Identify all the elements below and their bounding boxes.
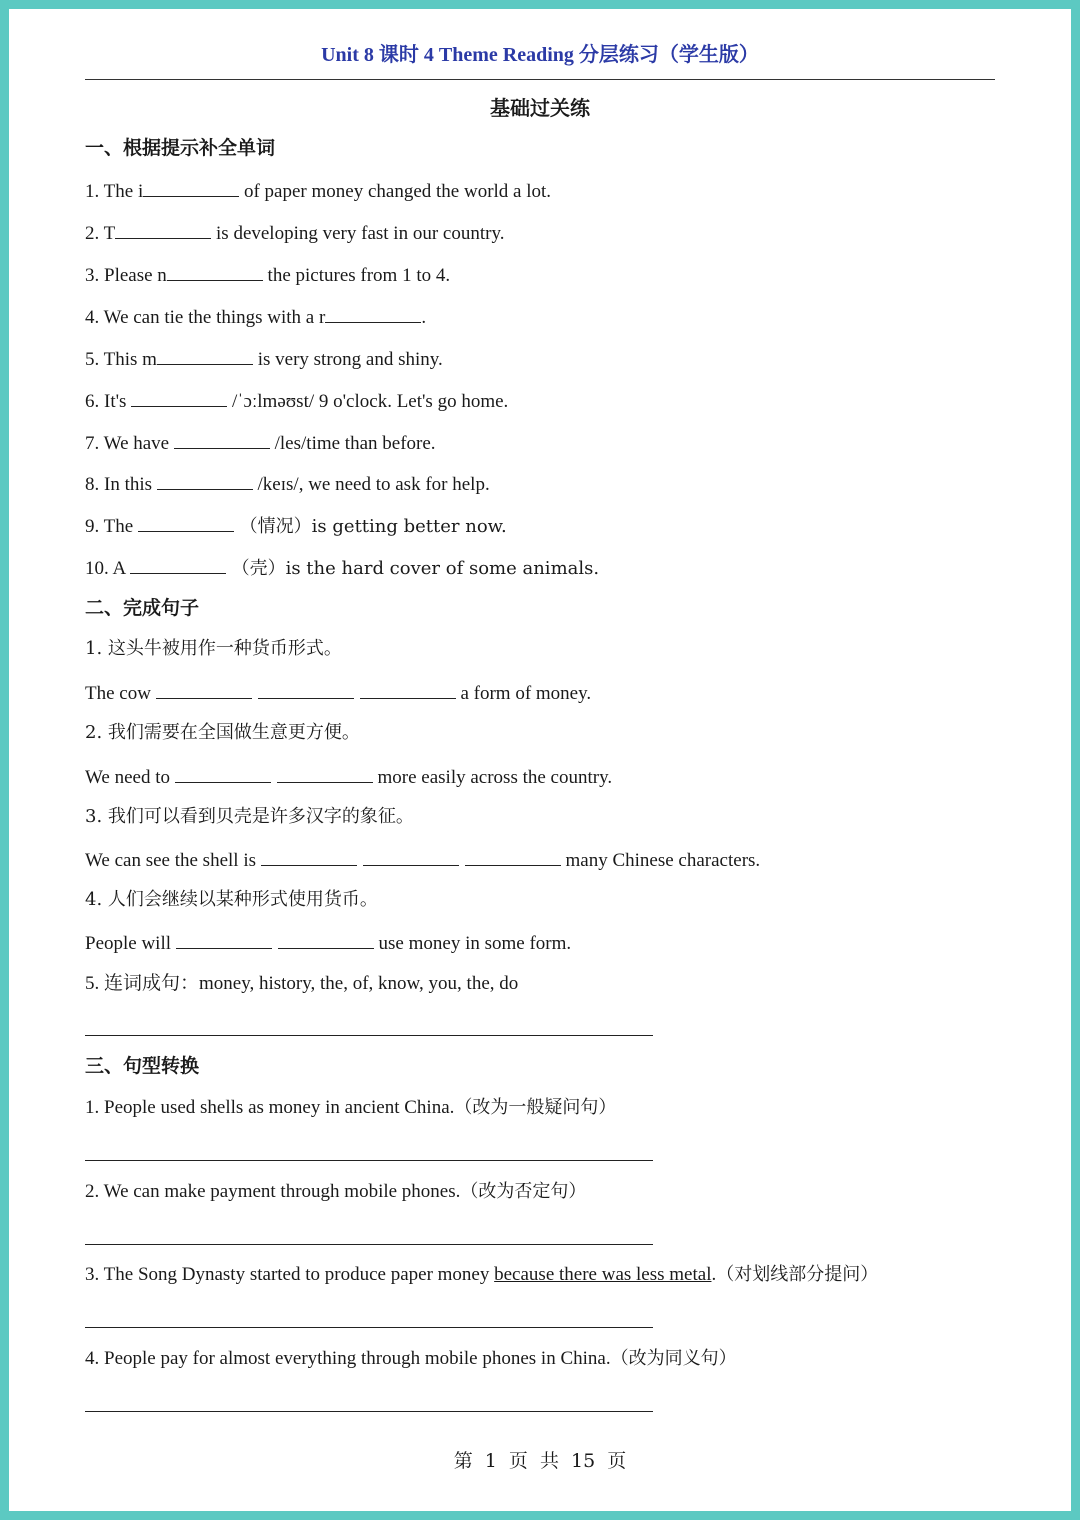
item-text: 9. The bbox=[85, 516, 138, 537]
item-text: 3. Please n bbox=[85, 265, 167, 286]
part2-english-line bbox=[85, 847, 760, 873]
part1-item bbox=[85, 346, 443, 372]
part2-chinese-prompt: 4. 人们会继续以某种形式使用货币。 bbox=[85, 889, 378, 910]
answer-line[interactable] bbox=[85, 1244, 653, 1245]
part3-item bbox=[85, 1263, 878, 1287]
answer-line[interactable] bbox=[85, 1327, 653, 1328]
item-text: 1. The i bbox=[85, 181, 144, 202]
item-text: a form of money. bbox=[455, 683, 592, 704]
part2-chinese-prompt: 2. 我们需要在全国做生意更方便。 bbox=[85, 722, 360, 743]
item-text: . bbox=[421, 307, 427, 328]
fill-blank[interactable] bbox=[174, 430, 270, 449]
fill-blank[interactable] bbox=[175, 764, 271, 783]
item-text: We can see the shell is bbox=[85, 850, 261, 871]
item-instruction: （对划线部分提问） bbox=[716, 1264, 879, 1285]
part1-item bbox=[85, 555, 599, 581]
part1-item bbox=[85, 220, 504, 246]
fill-blank[interactable] bbox=[130, 555, 226, 574]
part3-item bbox=[85, 1180, 586, 1204]
item-text: 1. People used shells as money in ancient China. bbox=[85, 1097, 455, 1118]
fill-blank[interactable] bbox=[131, 388, 227, 407]
part1-item bbox=[85, 304, 426, 330]
item-text: /ˈɔːlməʊst/ 9 o'clock. Let's go home. bbox=[227, 391, 509, 412]
page-number: 第 1 页 共 15 页 bbox=[453, 1450, 627, 1472]
part1-heading: 一、根据提示补全单词 bbox=[85, 137, 276, 159]
item-text: （壳）is the hard cover of some animals. bbox=[225, 558, 600, 579]
fill-blank[interactable] bbox=[157, 471, 253, 490]
fill-blank[interactable] bbox=[277, 764, 373, 783]
item-text: the pictures from 1 to 4. bbox=[262, 265, 451, 286]
part1-item bbox=[85, 388, 508, 414]
item-text: many Chinese characters. bbox=[560, 850, 761, 871]
part2-english-line bbox=[85, 764, 612, 790]
item-text: /les/time than before. bbox=[269, 433, 436, 454]
part2-chinese-prompt: 3. 我们可以看到贝壳是许多汉字的象征。 bbox=[85, 806, 414, 827]
fill-blank[interactable] bbox=[278, 930, 374, 949]
item-text: 10. A bbox=[85, 558, 130, 579]
item-text: 4. People pay for almost everything through mobile phones in China. bbox=[85, 1348, 611, 1369]
item-text: is developing very fast in our country. bbox=[211, 223, 505, 244]
item-instruction: （改为一般疑问句） bbox=[454, 1097, 617, 1118]
part2-english-line bbox=[85, 680, 591, 706]
fill-blank[interactable] bbox=[363, 847, 459, 866]
fill-blank[interactable] bbox=[143, 178, 239, 197]
item-text: We need to bbox=[85, 767, 175, 788]
fill-blank[interactable] bbox=[360, 680, 456, 699]
part3-heading: 三、句型转换 bbox=[85, 1055, 200, 1077]
part2-word-order-prompt: 5. 连词成句：money, history, the, of, know, you, the, do bbox=[85, 973, 519, 994]
part3-item bbox=[85, 1096, 616, 1120]
part1-item bbox=[85, 471, 490, 497]
fill-blank[interactable] bbox=[258, 680, 354, 699]
part1-item bbox=[85, 513, 507, 539]
fill-blank[interactable] bbox=[167, 262, 263, 281]
item-text: （情况）is getting better now. bbox=[233, 516, 507, 537]
part2-chinese-prompt: 1. 这头牛被用作一种货币形式。 bbox=[85, 638, 342, 659]
item-text: 2. We can make payment through mobile phones. bbox=[85, 1181, 461, 1202]
answer-line[interactable] bbox=[85, 1411, 653, 1412]
part1-item bbox=[85, 262, 450, 288]
part3-item bbox=[85, 1347, 737, 1371]
item-text: 7. We have bbox=[85, 433, 174, 454]
fill-blank[interactable] bbox=[325, 304, 421, 323]
part1-item bbox=[85, 178, 551, 204]
answer-line[interactable] bbox=[85, 1035, 653, 1036]
item-text: 3. The Song Dynasty started to produce paper money bbox=[85, 1264, 495, 1285]
part2-english-line bbox=[85, 930, 571, 956]
item-text: 8. In this bbox=[85, 474, 157, 495]
item-text: is very strong and shiny. bbox=[252, 349, 443, 370]
item-text: /keɪs/, we need to ask for help. bbox=[252, 474, 490, 495]
item-text: 2. T bbox=[85, 223, 116, 244]
fill-blank[interactable] bbox=[138, 513, 234, 532]
item-text: . bbox=[711, 1264, 717, 1285]
document-header: Unit 8 课时 4 Theme Reading 分层练习（学生版） bbox=[321, 44, 759, 66]
item-text: of paper money changed the world a lot. bbox=[239, 181, 552, 202]
item-text: People will bbox=[85, 933, 176, 954]
answer-line[interactable] bbox=[85, 1160, 653, 1161]
section-title: 基础过关练 bbox=[490, 96, 590, 120]
item-text: more easily across the country. bbox=[372, 767, 613, 788]
fill-blank[interactable] bbox=[261, 847, 357, 866]
item-text: The cow bbox=[85, 683, 156, 704]
part1-item bbox=[85, 430, 436, 456]
fill-blank[interactable] bbox=[465, 847, 561, 866]
underlined-phrase: because there was less metal bbox=[494, 1264, 712, 1285]
fill-blank[interactable] bbox=[156, 680, 252, 699]
fill-blank[interactable] bbox=[115, 220, 211, 239]
item-instruction: （改为否定句） bbox=[460, 1181, 587, 1202]
part2-heading: 二、完成句子 bbox=[85, 597, 200, 619]
fill-blank[interactable] bbox=[157, 346, 253, 365]
item-text: use money in some form. bbox=[373, 933, 572, 954]
item-text: 6. It's bbox=[85, 391, 132, 412]
item-text: 4. We can tie the things with a r bbox=[85, 307, 326, 328]
header-divider bbox=[85, 79, 995, 80]
item-text: 5. This m bbox=[85, 349, 157, 370]
item-instruction: （改为同义句） bbox=[610, 1348, 737, 1369]
fill-blank[interactable] bbox=[176, 930, 272, 949]
